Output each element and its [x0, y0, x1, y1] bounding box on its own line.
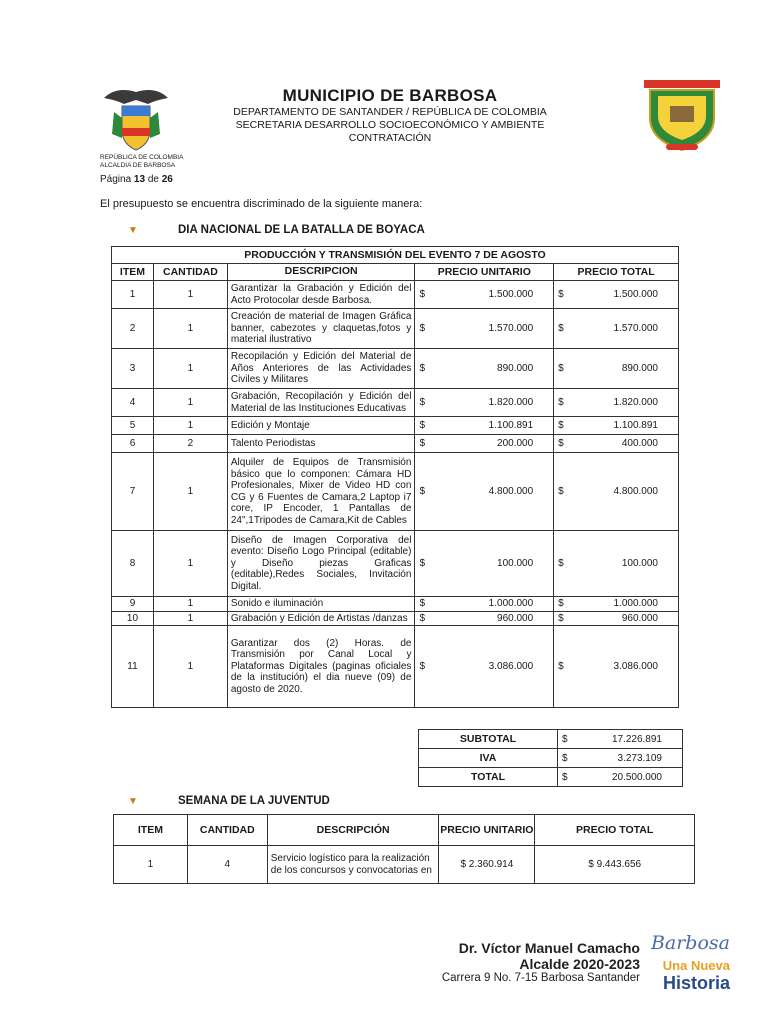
bullet-icon: ▼ — [128, 224, 138, 236]
brand-line1: Una Nueva — [662, 958, 730, 973]
unit-amount: 890.000 — [497, 363, 534, 374]
row-descripcion: Grabación y Edición de Artistas /danzas — [227, 611, 415, 626]
row-cantidad: 1 — [153, 453, 227, 531]
row-precio-total — [554, 626, 679, 708]
row-precio-total — [554, 611, 679, 626]
summary-label: IVA — [419, 749, 558, 768]
currency-sign: $ — [558, 486, 564, 497]
unit-amount: 100.000 — [497, 558, 534, 569]
table-caption-row — [112, 247, 679, 264]
currency-sign: $ — [558, 323, 564, 334]
row-cantidad: 1 — [153, 531, 227, 597]
unit-amount: 1.820.000 — [488, 397, 534, 408]
row-item: 1 — [112, 281, 154, 309]
currency-sign: $ — [419, 323, 425, 334]
table-header-row — [112, 264, 679, 281]
row-item: 6 — [112, 435, 154, 453]
table-row — [112, 611, 679, 626]
youth-table-body — [114, 846, 695, 884]
row-precio-unitario — [415, 531, 554, 597]
row-precio-total — [554, 453, 679, 531]
office-address: Carrera 9 No. 7-15 Barbosa Santander — [441, 972, 640, 984]
table-row — [112, 281, 679, 309]
total-amount: 1.570.000 — [613, 323, 658, 334]
table-row — [112, 417, 679, 435]
row-cantidad: 1 — [153, 349, 227, 389]
total-amount: 9.443.656 — [596, 859, 642, 870]
total-amount: 960.000 — [621, 612, 658, 624]
colombia-coat-of-arms-icon — [96, 78, 176, 158]
unit-amount: 4.800.000 — [488, 486, 534, 497]
currency-sign: $ — [558, 612, 564, 624]
row-item: 5 — [112, 417, 154, 435]
summary-label: TOTAL — [419, 768, 558, 787]
summary-value: 20.500.000 — [611, 771, 662, 783]
currency-sign: $ — [558, 397, 564, 408]
row-precio-unitario — [415, 611, 554, 626]
row-precio-unitario — [415, 309, 554, 349]
footer — [441, 932, 730, 993]
municipality-title: MUNICIPIO DE BARBOSA — [282, 86, 498, 105]
table-row — [112, 309, 679, 349]
col-descripcion: DESCRIPCIÓN — [267, 815, 439, 846]
col-precio-total: PRECIO TOTAL — [535, 815, 695, 846]
document-header — [0, 78, 768, 188]
currency-sign: $ — [558, 558, 564, 569]
row-cantidad: 1 — [153, 309, 227, 349]
currency-sign: $ — [419, 661, 425, 672]
row-cantidad: 1 — [153, 597, 227, 612]
currency-sign: $ — [419, 420, 425, 431]
table-row — [112, 453, 679, 531]
page-separator: de — [147, 174, 159, 185]
row-descripcion: Talento Periodistas — [227, 435, 415, 453]
row-descripcion: Grabación, Recopilación y Edición del Material de las Instituciones Educativas — [227, 389, 415, 417]
row-descripcion: Recopilación y Edición del Material de Años Anteriores de las Actividades Civiles y Militares — [227, 349, 415, 389]
summary-value: 17.226.891 — [611, 733, 662, 745]
unit-amount: 1.570.000 — [488, 323, 534, 334]
row-precio-total — [554, 417, 679, 435]
row-cantidad: 1 — [153, 611, 227, 626]
col-precio-unitario: PRECIO UNITARIO — [439, 815, 535, 846]
row-item: 4 — [112, 389, 154, 417]
unit-amount: 1.100.891 — [488, 420, 534, 431]
currency-sign: $ — [419, 363, 425, 374]
page-number — [100, 174, 173, 185]
summary-table — [418, 729, 683, 787]
row-precio-total — [554, 309, 679, 349]
row-descripcion: Garantizar la Grabación y Edición del Acto Protocolar desde Barbosa. — [227, 281, 415, 309]
col-cantidad: CANTIDAD — [153, 264, 227, 281]
currency-sign: $ — [419, 598, 425, 610]
section2-heading-text: SEMANA DE LA JUVENTUD — [178, 795, 330, 807]
total-amount: 400.000 — [621, 438, 658, 449]
youth-week-table — [113, 814, 695, 884]
brand-line2: Historia — [662, 973, 730, 993]
section1-heading-text: DIA NACIONAL DE LA BATALLA DE BOYACA — [178, 224, 425, 236]
summary-row — [419, 749, 683, 768]
row-precio-unitario — [415, 417, 554, 435]
col-precio-unitario: PRECIO UNITARIO — [415, 264, 554, 281]
unit-amount: 1.500.000 — [488, 289, 534, 300]
currency-sign: $ — [419, 612, 425, 624]
table-row — [112, 389, 679, 417]
row-descripcion: Edición y Montaje — [227, 417, 415, 435]
row-precio-unitario — [415, 389, 554, 417]
col-precio-total: PRECIO TOTAL — [554, 264, 679, 281]
table-header-row — [114, 815, 695, 846]
summary-value-cell — [558, 768, 683, 787]
currency-sign: $ — [562, 771, 568, 783]
currency-sign: $ — [419, 558, 425, 569]
row-cantidad: 1 — [153, 281, 227, 309]
page-current: 13 — [133, 174, 146, 185]
currency-sign: $ — [558, 289, 564, 300]
currency-sign: $ — [460, 859, 467, 870]
summary-value: 3.273.109 — [617, 752, 662, 764]
row-item: 9 — [112, 597, 154, 612]
row-precio-unitario — [415, 597, 554, 612]
bullet-icon: ▼ — [128, 795, 138, 807]
table-row — [112, 531, 679, 597]
total-amount: 3.086.000 — [613, 661, 658, 672]
row-descripcion: Creación de material de Imagen Gráfica banner, cabezotes y claquetas,fotos y material ilustrativo — [227, 309, 415, 349]
row-item: 10 — [112, 611, 154, 626]
table-row — [112, 626, 679, 708]
row-precio-total — [554, 389, 679, 417]
unit-amount: 200.000 — [497, 438, 534, 449]
budget-table-body — [112, 281, 679, 708]
unit-amount: 960.000 — [497, 612, 534, 624]
table-row — [112, 349, 679, 389]
republic-label — [100, 154, 183, 170]
col-cantidad: CANTIDAD — [187, 815, 267, 846]
row-precio-unitario — [415, 453, 554, 531]
total-amount: 1.820.000 — [613, 397, 658, 408]
brand-logo — [642, 932, 730, 994]
row-cantidad: 1 — [153, 626, 227, 708]
currency-sign: $ — [419, 486, 425, 497]
row-precio-unitario — [415, 626, 554, 708]
row-item: 1 — [114, 846, 188, 884]
row-item: 2 — [112, 309, 154, 349]
total-amount: 1.000.000 — [613, 598, 658, 610]
currency-sign: $ — [562, 733, 568, 745]
row-cantidad: 4 — [187, 846, 267, 884]
total-amount: 890.000 — [621, 363, 658, 374]
contracting-line: CONTRATACIÓN — [348, 132, 432, 144]
row-descripcion: Alquiler de Equipos de Transmisión básico que lo componen: Cámara HD Profesionales, Mixer de Video HD con CG y 6 Fuentes de Camara,2 Laptop i7 core, IP Encoder, 1 Pantallas de 24",1Tripodes de Camara,Kit de Cables — [227, 453, 415, 531]
row-item: 11 — [112, 626, 154, 708]
col-item: ITEM — [114, 815, 188, 846]
total-amount: 1.500.000 — [613, 289, 658, 300]
currency-sign: $ — [558, 420, 564, 431]
unit-amount: 1.000.000 — [488, 598, 534, 610]
section1-heading — [128, 224, 425, 236]
currency-sign: $ — [558, 438, 564, 449]
row-item: 3 — [112, 349, 154, 389]
table-row — [112, 435, 679, 453]
table-row — [112, 597, 679, 612]
row-cantidad: 1 — [153, 389, 227, 417]
table-caption: PRODUCCIÓN Y TRANSMISIÓN DEL EVENTO 7 DE AGOSTO — [112, 247, 679, 264]
republic-line: REPÚBLICA DE COLOMBIA — [100, 154, 184, 161]
currency-sign: $ — [419, 289, 425, 300]
row-precio-unitario — [415, 349, 554, 389]
mayor-title: Alcalde 2020-2023 — [519, 956, 640, 972]
currency-sign: $ — [558, 598, 564, 610]
barbosa-crest-icon — [640, 78, 724, 154]
row-item: 7 — [112, 453, 154, 531]
currency-sign: $ — [588, 859, 594, 870]
table-row — [114, 846, 695, 884]
currency-sign: $ — [558, 363, 564, 374]
section2-heading — [128, 795, 330, 807]
summary-value-cell — [558, 730, 683, 749]
row-precio-total — [554, 281, 679, 309]
currency-sign: $ — [562, 752, 568, 764]
summary-row — [419, 768, 683, 787]
intro-text: El presupuesto se encuentra discriminado de la siguiente manera: — [100, 198, 423, 210]
mayor-name: Dr. Víctor Manuel Camacho — [458, 940, 640, 956]
col-descripcion: DESCRIPCION — [227, 264, 415, 281]
budget-table — [111, 246, 679, 708]
secretariat-line: SECRETARIA DESARROLLO SOCIOECONÓMICO Y AMBIENTE — [235, 119, 545, 131]
row-precio-total — [554, 531, 679, 597]
row-precio-unitario — [415, 281, 554, 309]
summary-value-cell — [558, 749, 683, 768]
row-cantidad: 1 — [153, 417, 227, 435]
summary-label: SUBTOTAL — [419, 730, 558, 749]
row-precio-total — [535, 846, 695, 884]
currency-sign: $ — [419, 397, 425, 408]
row-precio-total — [554, 349, 679, 389]
row-cantidad: 2 — [153, 435, 227, 453]
mayoralty-line: ALCALDIA DE BARBOSA — [100, 162, 176, 169]
row-descripcion: Garantizar dos (2) Horas. de Transmisión por Canal Local y Plataformas Digitales (paginas oficiales de la institución) el dia nueve (09) de agosto de 2020. — [227, 626, 415, 708]
row-precio-total — [554, 597, 679, 612]
department-line: DEPARTAMENTO DE SANTANDER / REPÚBLICA DE COLOMBIA — [233, 106, 547, 118]
row-descripcion: Sonido e iluminación — [227, 597, 415, 612]
summary-row — [419, 730, 683, 749]
currency-sign: $ — [558, 661, 564, 672]
header-titles — [200, 86, 580, 145]
row-descripcion: Servicio logístico para la realización de los concursos y convocatorias en — [267, 846, 439, 884]
total-amount: 4.800.000 — [613, 486, 658, 497]
row-descripcion: Diseño de Imagen Corporativa del evento: Diseño Logo Principal (editable) y Diseño piezas Graficas (editable),Redes Sociales, Invitación Digital. — [227, 531, 415, 597]
row-item: 8 — [112, 531, 154, 597]
row-precio-total — [554, 435, 679, 453]
page-total: 26 — [161, 174, 173, 185]
unit-amount: 2.360.914 — [468, 859, 514, 870]
brand-script: Barbosa — [650, 932, 730, 954]
unit-amount: 3.086.000 — [488, 661, 534, 672]
currency-sign: $ — [419, 438, 425, 449]
col-item: ITEM — [112, 264, 154, 281]
row-precio-unitario — [415, 435, 554, 453]
row-precio-unitario — [439, 846, 535, 884]
total-amount: 1.100.891 — [613, 420, 658, 431]
page-prefix: Página — [100, 174, 132, 185]
total-amount: 100.000 — [621, 558, 658, 569]
